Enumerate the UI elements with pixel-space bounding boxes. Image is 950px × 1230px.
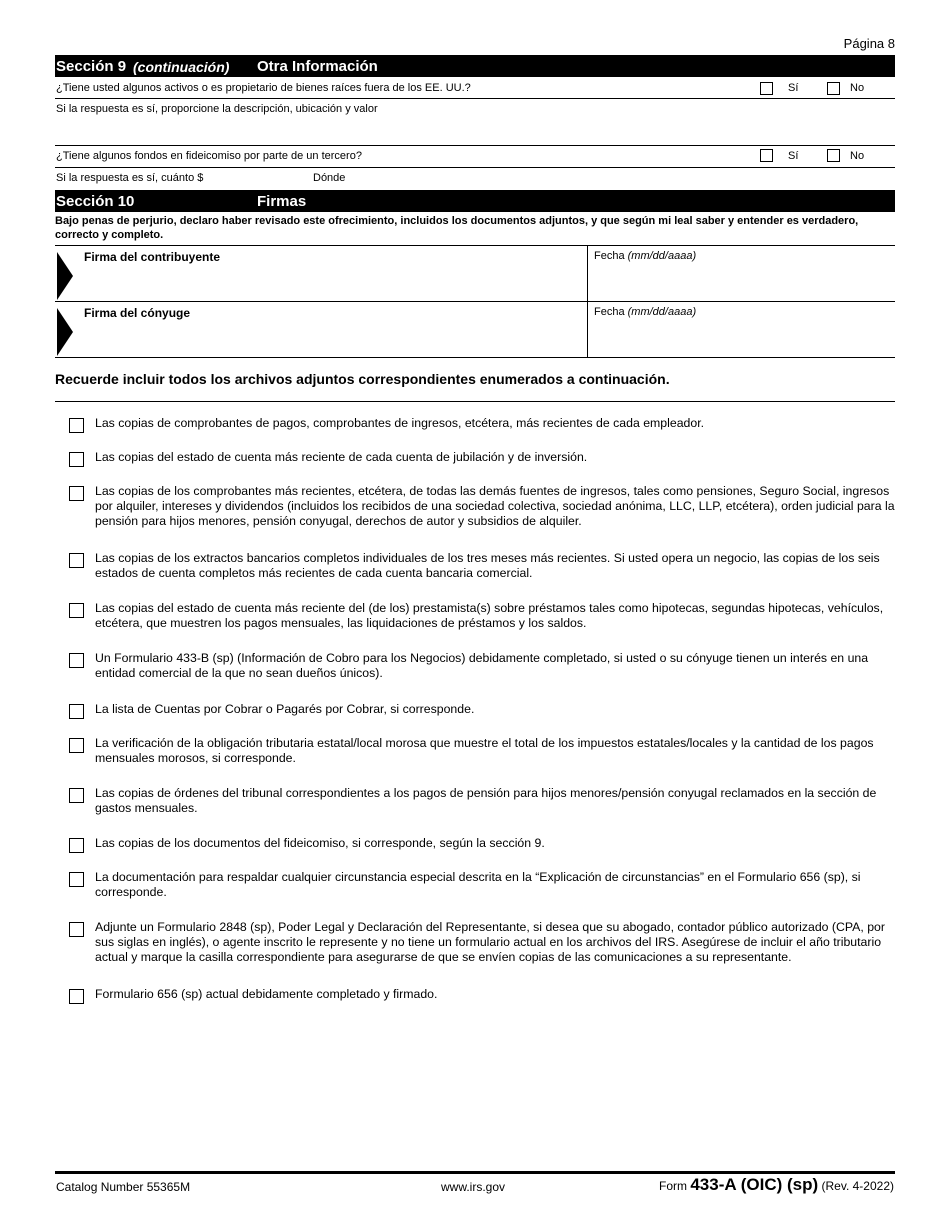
taxpayer-date-field[interactable]	[587, 246, 896, 301]
checklist-item-text: Las copias de los documentos del fideicomiso, si corresponde, según la sección 9.	[95, 836, 545, 850]
checklist-item-text: Las copias de los comprobantes más recientes, etcétera, de todas las demás fuentes de ingresos, tales como pensiones, Seguro Social, ingresos por alquiler, intereses y dividendos (incluidos los recibidos de una sociedad colectiva, sociedad anónima, LLC, LLP, etcétera), orden judicial para la pensión para hijos menores, pensión conyugal, derechos de autor y subsidios de alquiler.	[95, 484, 895, 528]
checklist-item-text: Las copias de órdenes del tribunal correspondientes a los pagos de pensión para hijos menores/pensión conyugal reclamados en la sección de gastos mensuales.	[95, 786, 877, 815]
checklist-item-text: Adjunte un Formulario 2848 (sp), Poder Legal y Declaración del Representante, si desea que su abogado, contador público autorizado (CPA, por sus siglas en inglés), o agente inscrito le represente y no tiene un formulario actual en los archivos del IRS. Asegúrese de incluir el año tributario actual y marque la casilla correspondiente para asegurarse de que se envíen copias de las comunicaciones a su representante.	[95, 920, 885, 964]
form-identifier	[659, 1175, 894, 1195]
checklist-checkbox[interactable]	[69, 838, 84, 853]
checklist-checkbox[interactable]	[69, 704, 84, 719]
catalog-number: Catalog Number 55365M	[56, 1180, 191, 1194]
foreign-assets-yes-label: Sí	[788, 82, 799, 94]
section-10-subtitle: Firmas	[257, 193, 307, 210]
checklist-item-text: La lista de Cuentas por Cobrar o Pagarés por Cobrar, si corresponde.	[95, 702, 475, 716]
section-9-title: Sección 9	[56, 58, 127, 75]
taxpayer-signature-label: Firma del contribuyente	[84, 250, 221, 264]
checklist-checkbox[interactable]	[69, 418, 84, 433]
checklist-checkbox[interactable]	[69, 738, 84, 753]
spouse-signature-row[interactable]	[55, 302, 895, 358]
trust-amount-label: Si la respuesta es sí, cuánto $	[56, 172, 204, 184]
divider	[55, 145, 895, 146]
sign-here-arrow-icon	[57, 252, 73, 300]
trust-funds-no-label: No	[850, 150, 865, 162]
checklist-item-text: La documentación para respaldar cualquier circunstancia especial descrita en la “Explicación de circunstancias” en el Formulario 656 (sp), si corresponde.	[95, 870, 861, 899]
spouse-date-field[interactable]	[587, 302, 896, 357]
trust-funds-yes-label: Sí	[788, 150, 799, 162]
spouse-signature-label: Firma del cónyuge	[84, 306, 191, 320]
trust-funds-question: ¿Tiene algunos fondos en fideicomiso por parte de un tercero?	[56, 150, 362, 162]
form-revision: (Rev. 4-2022)	[821, 1179, 894, 1193]
irs-website: www.irs.gov	[441, 1180, 506, 1194]
checklist-checkbox[interactable]	[69, 872, 84, 887]
checklist-checkbox[interactable]	[69, 989, 84, 1004]
section-9-subtitle: Otra Información	[257, 58, 378, 75]
spouse-date-label: Fecha (mm/dd/aaaa)	[594, 306, 697, 318]
taxpayer-date-label: Fecha (mm/dd/aaaa)	[594, 250, 697, 262]
perjury-declaration: Bajo penas de perjurio, declaro haber revisado este ofrecimiento, incluidos los documentos adjuntos, y que según mi leal saber y entender es verdadero, correcto y completo.	[55, 215, 859, 241]
checklist-checkbox[interactable]	[69, 553, 84, 568]
trust-where-field[interactable]	[350, 170, 890, 186]
foreign-assets-description-field[interactable]	[56, 118, 892, 144]
trust-funds-no-checkbox[interactable]	[827, 149, 840, 162]
checklist-item-text: Las copias de los extractos bancarios completos individuales de los tres meses más recientes. Si usted opera un negocio, las copias de los seis estados de cuenta completos más recientes de cada cuenta bancaria comercial.	[95, 551, 880, 580]
checklist-checkbox[interactable]	[69, 603, 84, 618]
page-number: Página 8	[843, 36, 895, 51]
divider	[55, 167, 895, 168]
checklist-item-text: Las copias del estado de cuenta más reciente de cada cuenta de jubilación y de inversión.	[95, 450, 588, 464]
checklist-checkbox[interactable]	[69, 452, 84, 467]
section-9-header	[55, 55, 895, 77]
foreign-assets-followup: Si la respuesta es sí, proporcione la descripción, ubicación y valor	[56, 103, 378, 115]
form-prefix: Form	[659, 1179, 687, 1193]
form-number: 433-A (OIC) (sp)	[690, 1175, 819, 1194]
section-10-header	[55, 190, 895, 212]
checklist-checkbox[interactable]	[69, 788, 84, 803]
section-9-continuation: (continuación)	[133, 59, 230, 75]
footer-rule	[55, 1171, 895, 1174]
foreign-assets-yes-checkbox[interactable]	[760, 82, 773, 95]
divider	[55, 98, 895, 99]
checklist-item-text: Las copias del estado de cuenta más reciente del (de los) prestamista(s) sobre préstamos tales como hipotecas, segundas hipotecas, vehículos, etcétera, que muestren los pagos mensuales, las liquidaciones de préstamos y los saldos.	[95, 601, 884, 630]
section-10-title: Sección 10	[56, 193, 135, 210]
checklist-checkbox[interactable]	[69, 922, 84, 937]
trust-where-label: Dónde	[313, 172, 346, 184]
trust-amount-field[interactable]	[203, 170, 303, 186]
divider	[55, 401, 895, 402]
checklist-item-text: Formulario 656 (sp) actual debidamente completado y firmado.	[95, 987, 438, 1001]
foreign-assets-no-label: No	[850, 82, 865, 94]
checklist-item-text: Un Formulario 433-B (sp) (Información de Cobro para los Negocios) debidamente completado, si usted o su cónyuge tienen un interés en una entidad comercial de la que no sean dueños únicos).	[95, 651, 869, 680]
attachments-reminder: Recuerde incluir todos los archivos adjuntos correspondientes enumerados a continuación.	[55, 371, 670, 387]
foreign-assets-no-checkbox[interactable]	[827, 82, 840, 95]
checklist-item-text: Las copias de comprobantes de pagos, comprobantes de ingresos, etcétera, más recientes de cada empleador.	[95, 416, 705, 430]
checklist-checkbox[interactable]	[69, 486, 84, 501]
trust-funds-yes-checkbox[interactable]	[760, 149, 773, 162]
sign-here-arrow-icon	[57, 308, 73, 356]
checklist-checkbox[interactable]	[69, 653, 84, 668]
taxpayer-signature-row[interactable]	[55, 246, 895, 302]
checklist-item-text: La verificación de la obligación tributaria estatal/local morosa que muestre el total de los impuestos estatales/locales y la cantidad de los pagos mensuales morosos, si corresponde.	[95, 736, 874, 765]
foreign-assets-question: ¿Tiene usted algunos activos o es propietario de bienes raíces fuera de los EE. UU.?	[56, 82, 471, 94]
